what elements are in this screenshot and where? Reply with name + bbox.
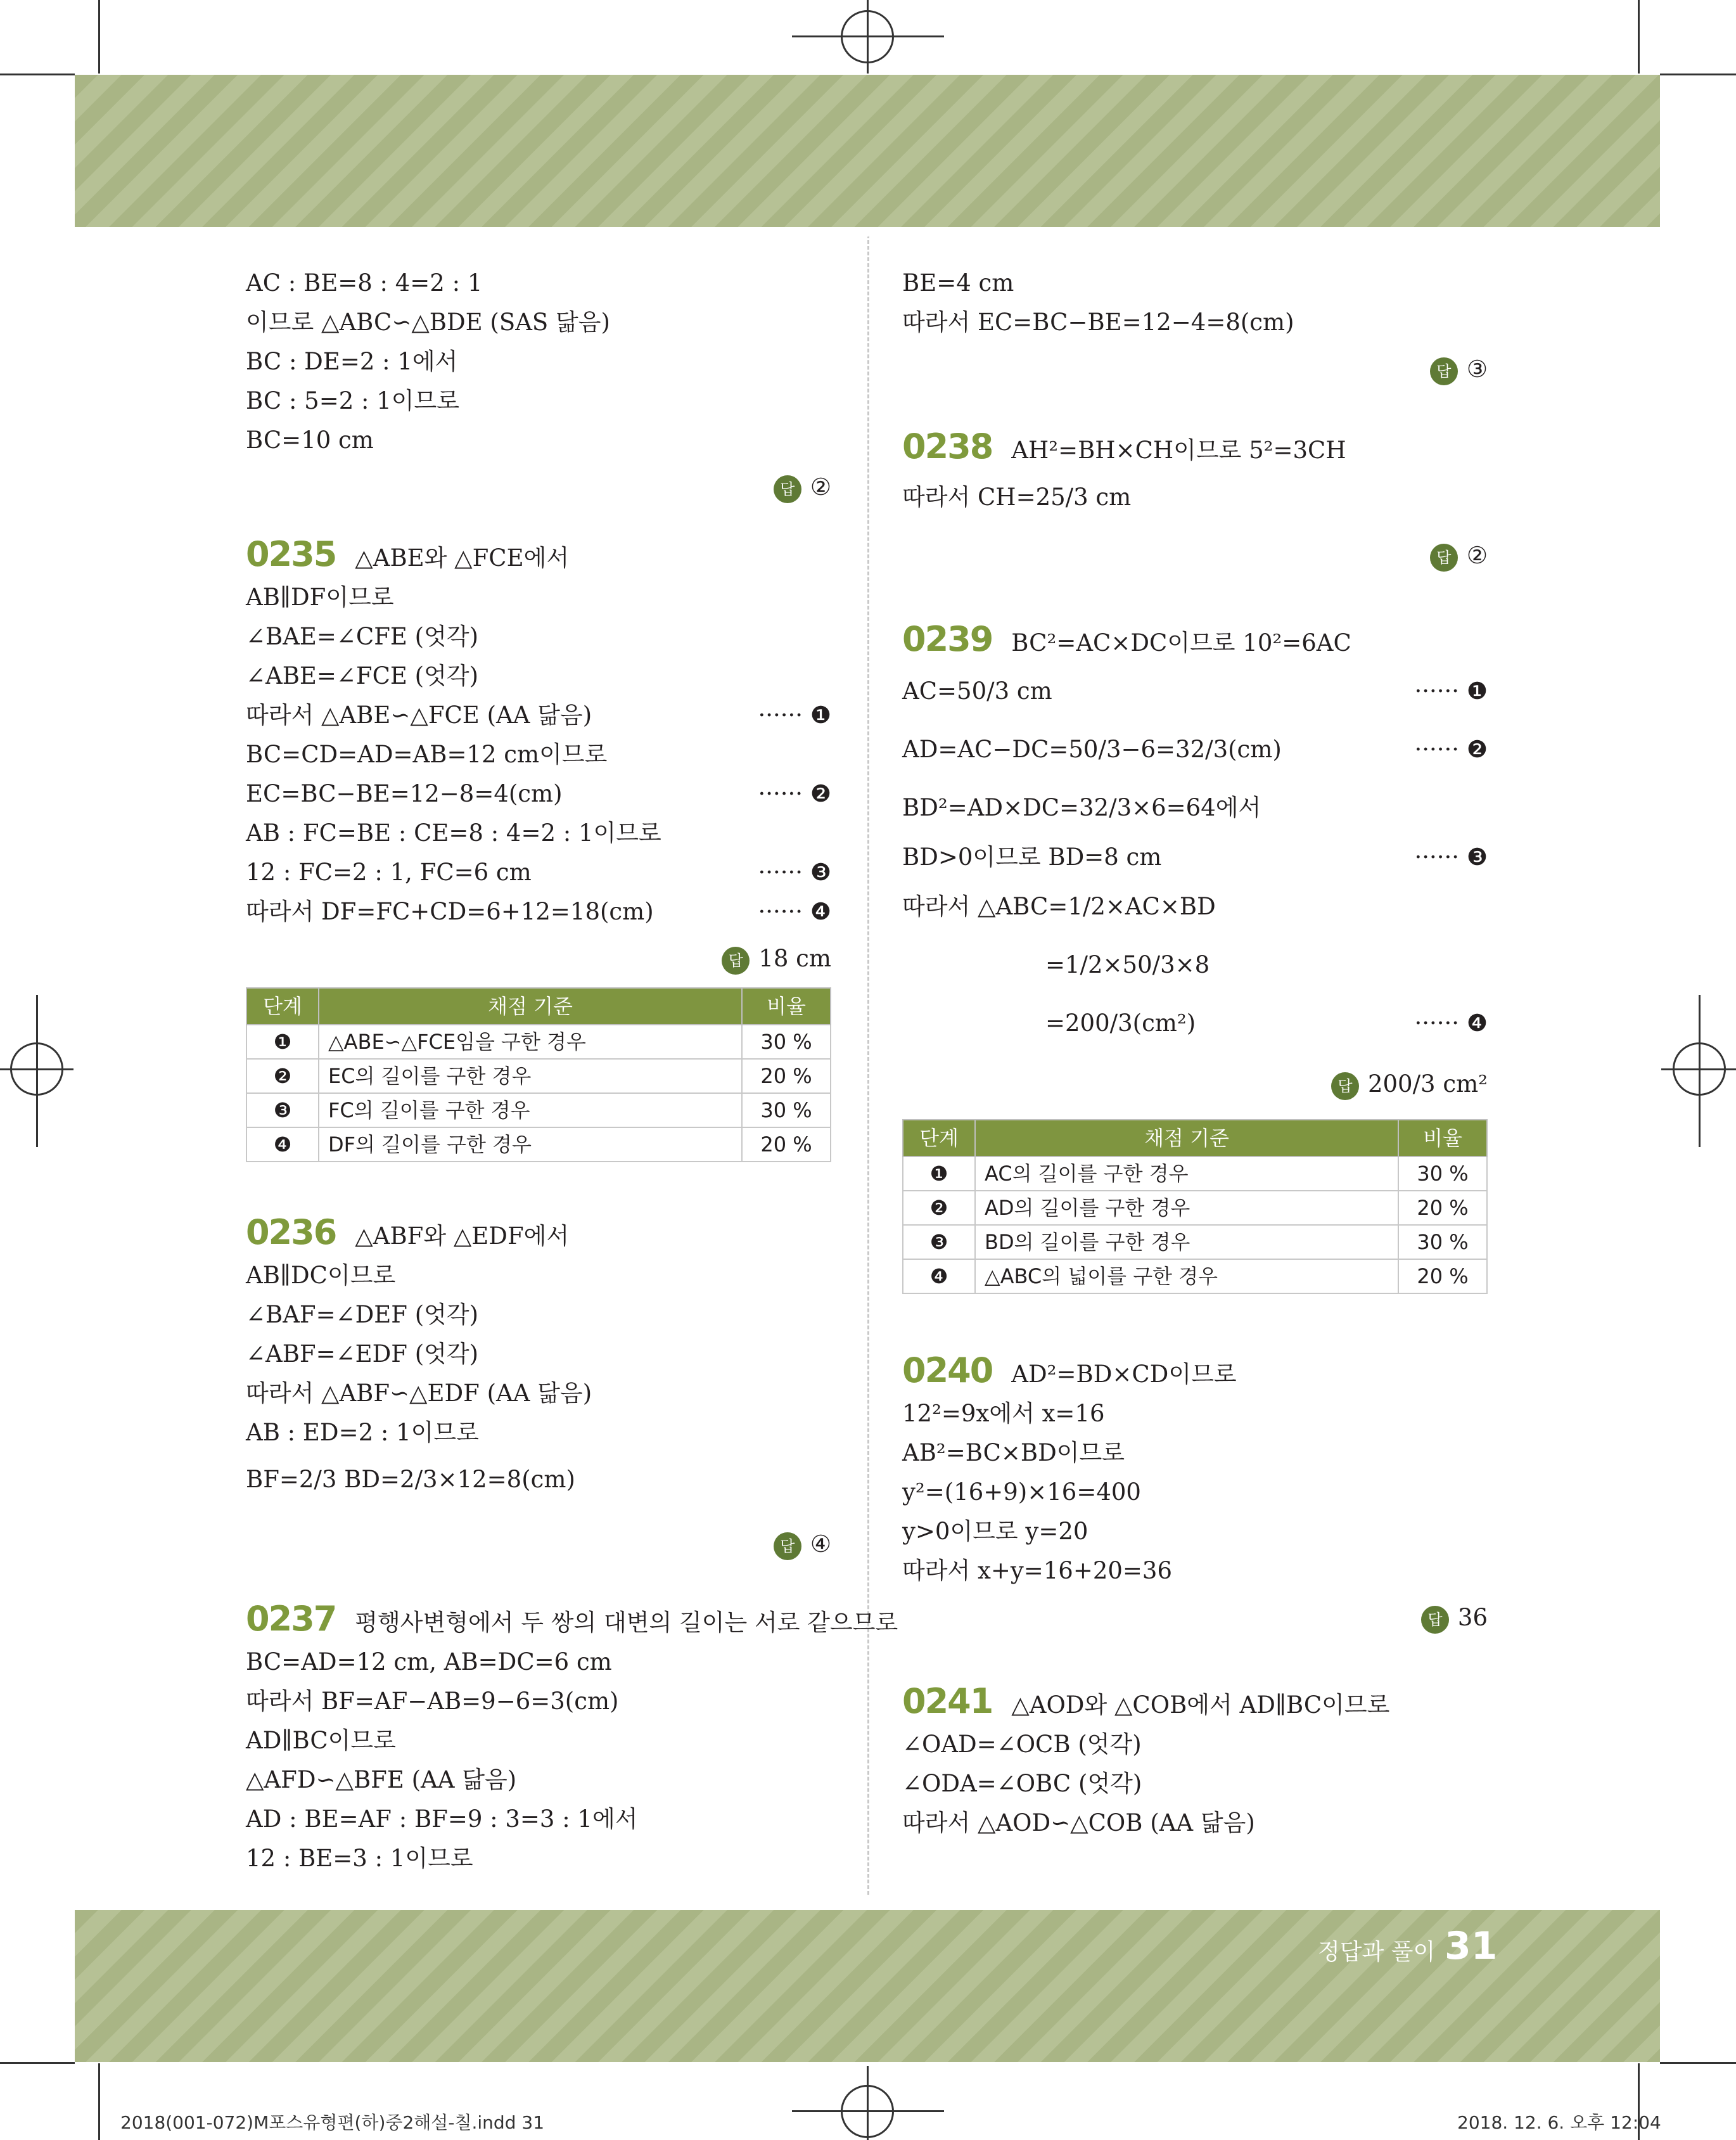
text-line: ∠OAD=∠OCB (엇각) xyxy=(902,1731,1142,1758)
text-line: 따라서 BF=AF−AB=9−6=3(cm) xyxy=(246,1688,619,1715)
continued-solution xyxy=(902,264,1488,389)
problem-0240 xyxy=(902,1351,1488,1637)
bottom-banner xyxy=(75,1910,1660,2062)
step-marker: ······ ❸ xyxy=(1414,843,1488,871)
text-line: y>0이므로 y=20 xyxy=(902,1518,1088,1545)
text-line: AB : FC=BE : CE=8 : 4=2 : 1이므로 xyxy=(246,819,661,847)
problem-0235 xyxy=(246,535,831,1162)
problem-number: 0240 xyxy=(902,1350,993,1390)
divider-notch-top xyxy=(859,227,877,237)
text-line: △AFD∽△BFE (AA 닮음) xyxy=(246,1766,517,1793)
registration-mark xyxy=(867,0,869,74)
text-line: AD=AC−DC=50/3−6=32/3(cm) ······ ❷ xyxy=(902,730,1488,769)
answer-badge: 답 xyxy=(1430,357,1458,385)
text-line: ∠ABE=∠FCE (엇각) xyxy=(246,662,479,689)
text-line: =200/3(cm²) ······ ❹ xyxy=(902,1004,1488,1043)
problem-number: 0235 xyxy=(246,534,336,574)
text-line: AD : BE=AF : BF=9 : 3=3 : 1에서 xyxy=(246,1805,638,1833)
registration-mark xyxy=(1699,995,1701,1147)
text-line: 따라서 △ABC=1/2×AC×BD xyxy=(902,893,1216,920)
text-line: 12 : FC=2 : 1, FC=6 cm ······ ❸ xyxy=(246,853,831,892)
crop-mark xyxy=(1660,74,1736,75)
problem-0236 xyxy=(246,1213,831,1564)
step-marker: ······ ❷ xyxy=(758,780,831,807)
problem-heading: AH²=BH×CH이므로 5²=3CH xyxy=(1011,437,1346,464)
footer-file-name: 2018(001-072)M포스유형편(하)중2해설-칠.indd 31 xyxy=(120,2112,545,2133)
table-header: 단계 xyxy=(246,988,319,1025)
answer-badge: 답 xyxy=(1430,544,1458,572)
text-line: BC=AD=12 cm, AB=DC=6 cm xyxy=(246,1648,612,1675)
text-line: y²=(16+9)×16=400 xyxy=(902,1478,1141,1506)
text-line: 따라서 EC=BC−BE=12−4=8(cm) xyxy=(902,309,1294,336)
answer-value: ③ xyxy=(1466,356,1488,383)
answer-line xyxy=(246,1525,831,1564)
crop-mark xyxy=(98,2063,100,2140)
table-row: ❶ △ABE∽△FCE임을 구한 경우 30 % xyxy=(246,1025,831,1059)
text-line: 따라서 DF=FC+CD=6+12=18(cm) ······ ❹ xyxy=(246,892,831,932)
table-header: 비율 xyxy=(742,988,831,1025)
answer-line xyxy=(246,468,831,507)
footer-timestamp: 2018. 12. 6. 오후 12:04 xyxy=(1457,2112,1661,2133)
text-line: BD>0이므로 BD=8 cm ······ ❸ xyxy=(902,838,1488,877)
problem-heading: △AOD와 △COB에서 AD∥BC이므로 xyxy=(1011,1691,1390,1719)
table-row: ❹ DF의 길이를 구한 경우 20 % xyxy=(246,1127,831,1162)
divider-notch-bottom xyxy=(859,1900,877,1910)
table-row: ❷ EC의 길이를 구한 경우 20 % xyxy=(246,1059,831,1093)
step-marker: ······ ❹ xyxy=(1414,1009,1488,1037)
answer-badge: 답 xyxy=(1421,1606,1449,1634)
text-line: AB∥DC이므로 xyxy=(246,1262,396,1289)
text-line: AD∥BC이므로 xyxy=(246,1727,396,1754)
text-line: BC=CD=AD=AB=12 cm이므로 xyxy=(246,741,608,768)
answer-value: ④ xyxy=(810,1530,831,1558)
step-marker: ······ ❹ xyxy=(758,898,831,925)
problem-number: 0238 xyxy=(902,426,993,466)
table-row: ❸ BD의 길이를 구한 경우 30 % xyxy=(903,1225,1487,1259)
crop-mark xyxy=(0,74,75,75)
text-line: AB : ED=2 : 1이므로 xyxy=(246,1419,479,1446)
step-marker: ······ ❶ xyxy=(1414,677,1488,705)
answer-badge: 답 xyxy=(722,947,750,975)
answer-line xyxy=(246,939,831,978)
text-line: ∠ABF=∠EDF (엇각) xyxy=(246,1340,479,1368)
text-line: 따라서 △AOD∽△COB (AA 닮음) xyxy=(902,1809,1255,1836)
text-line: 이므로 △ABC∽△BDE (SAS 닮음) xyxy=(246,309,610,336)
answer-line xyxy=(902,1598,1488,1637)
problem-0239 xyxy=(902,620,1488,1294)
answer-value: ② xyxy=(1466,542,1488,569)
page-label: 정답과 풀이 xyxy=(1318,1939,1436,1965)
text-line: BC : DE=2 : 1에서 xyxy=(246,348,458,375)
text-line: BC=10 cm xyxy=(246,426,374,454)
text-line: ∠ODA=∠OBC (엇각) xyxy=(902,1770,1142,1797)
table-header: 비율 xyxy=(1398,1120,1487,1156)
registration-mark xyxy=(867,2066,869,2140)
problem-heading: 평행사변형에서 두 쌍의 대변의 길이는 서로 같으므로 xyxy=(355,1609,898,1636)
problem-0237 xyxy=(246,1599,898,1878)
table-row: ❶ AC의 길이를 구한 경우 30 % xyxy=(903,1156,1487,1191)
column-divider xyxy=(867,234,869,1895)
table-header: 채점 기준 xyxy=(975,1120,1398,1156)
crop-mark xyxy=(98,0,100,74)
answer-line xyxy=(902,536,1488,575)
answer-line xyxy=(902,1065,1488,1104)
answer-value: ② xyxy=(810,473,831,501)
problem-heading: BC²=AC×DC이므로 10²=6AC xyxy=(1011,629,1351,657)
right-column xyxy=(902,264,1488,1843)
table-row: ❹ △ABC의 넓이를 구한 경우 20 % xyxy=(903,1259,1487,1293)
crop-mark xyxy=(0,2062,75,2064)
table-row: ❸ FC의 길이를 구한 경우 30 % xyxy=(246,1093,831,1127)
text-line: BD²=AD×DC=32/3×6=64에서 xyxy=(902,794,1261,821)
top-banner xyxy=(75,75,1660,227)
text-line: BE=4 cm xyxy=(902,269,1014,297)
table-header: 채점 기준 xyxy=(319,988,742,1025)
answer-badge: 답 xyxy=(774,1532,801,1560)
text-line: BC : 5=2 : 1이므로 xyxy=(246,387,460,414)
table-header: 단계 xyxy=(903,1120,975,1156)
problem-number: 0237 xyxy=(246,1599,336,1639)
text-line: 따라서 x+y=16+20=36 xyxy=(902,1557,1173,1584)
problem-number: 0239 xyxy=(902,619,993,659)
text-line: EC=BC−BE=12−8=4(cm) ······ ❷ xyxy=(246,774,831,814)
page-number: 31 xyxy=(1445,1924,1498,1968)
answer-line xyxy=(902,350,1488,389)
problem-number: 0241 xyxy=(902,1681,993,1721)
text-line: AB∥DF이므로 xyxy=(246,584,394,611)
text-line: AB²=BC×BD이므로 xyxy=(902,1439,1125,1466)
answer-value: 36 xyxy=(1457,1604,1488,1631)
answer-badge: 답 xyxy=(774,475,801,503)
text-line: AC=50/3 cm ······ ❶ xyxy=(902,672,1488,711)
crop-mark xyxy=(1660,2062,1736,2064)
text-line: AC : BE=8 : 4=2 : 1 xyxy=(246,269,483,297)
answer-value: 18 cm xyxy=(758,945,831,972)
text-line: ∠BAE=∠CFE (엇각) xyxy=(246,623,479,650)
text-line: 따라서 △ABE∽△FCE (AA 닮음) ······ ❶ xyxy=(246,696,831,735)
scoring-table xyxy=(902,1119,1488,1294)
text-line: 12²=9x에서 x=16 xyxy=(902,1400,1105,1427)
problem-number: 0236 xyxy=(246,1212,336,1252)
text-line: ∠BAF=∠DEF (엇각) xyxy=(246,1301,479,1328)
answer-value: 200/3 cm² xyxy=(1367,1070,1488,1098)
text-line: BF=2/3 BD=2/3×12=8(cm) xyxy=(246,1466,575,1493)
step-marker: ······ ❶ xyxy=(758,702,831,729)
step-marker: ······ ❷ xyxy=(1414,736,1488,763)
text-line: 12 : BE=3 : 1이므로 xyxy=(246,1845,473,1872)
problem-heading: △ABF와 △EDF에서 xyxy=(355,1222,570,1250)
left-column xyxy=(246,264,898,1878)
registration-mark xyxy=(36,995,38,1147)
problem-0238 xyxy=(902,427,1488,575)
problem-0241 xyxy=(902,1682,1488,1843)
crop-mark xyxy=(1638,0,1640,74)
text-line: =1/2×50/3×8 xyxy=(1045,951,1210,978)
answer-badge: 답 xyxy=(1331,1072,1359,1100)
intro-solution xyxy=(246,264,831,507)
table-row: ❷ AD의 길이를 구한 경우 20 % xyxy=(903,1191,1487,1225)
step-marker: ······ ❸ xyxy=(758,859,831,886)
problem-heading: △ABE와 △FCE에서 xyxy=(355,544,570,572)
text-line: 따라서 △ABF∽△EDF (AA 닮음) xyxy=(246,1380,592,1407)
problem-heading: AD²=BD×CD이므로 xyxy=(1011,1361,1237,1388)
text-line: 따라서 CH=25/3 cm xyxy=(902,484,1132,511)
scoring-table xyxy=(246,987,831,1162)
